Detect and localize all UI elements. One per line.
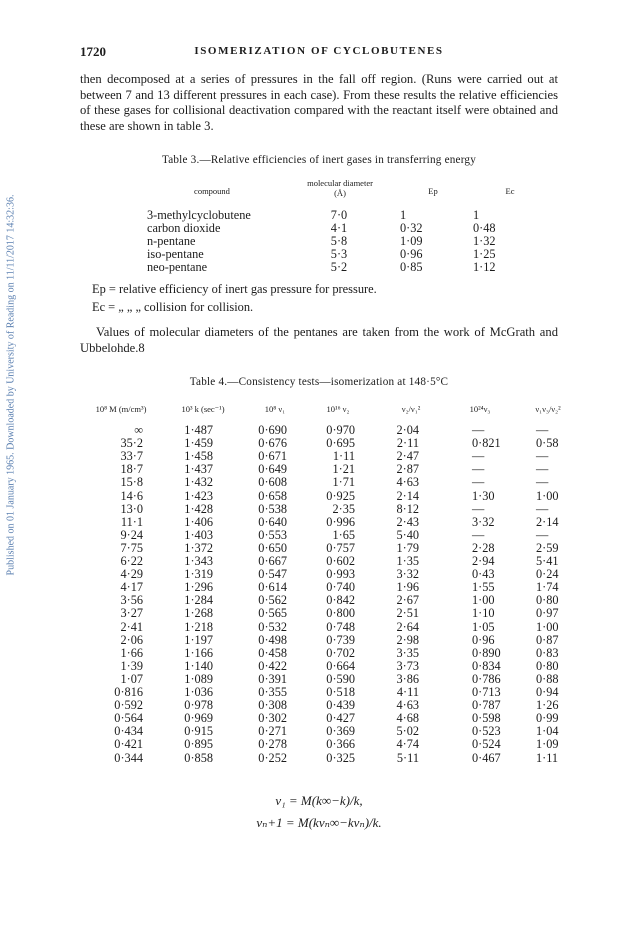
table4-cell: 0·748	[326, 619, 355, 634]
table4-cell: 1·26	[536, 698, 559, 713]
equation-2: νₙ+1 = M(kνₙ∞−kνₙ)/k.	[256, 815, 382, 830]
table4-cell: 1·296	[184, 580, 213, 595]
table4-cell: 1·04	[536, 724, 559, 739]
table4-cell: 0·498	[258, 632, 287, 647]
table4-cell: 2·47	[396, 449, 419, 464]
table4-cell: —	[472, 527, 485, 542]
table4-cell: 1·09	[536, 737, 559, 752]
table4-cell: 1·74	[536, 580, 559, 595]
table4-cell: 0·538	[258, 501, 287, 516]
table4-cell: 3·32	[472, 514, 495, 529]
table4-cell: 1·71	[332, 475, 355, 490]
table4-cell: 8·12	[396, 501, 419, 516]
table4-cell: 1·437	[184, 462, 213, 477]
table4-cell: 1·406	[184, 514, 213, 529]
table4-cell: 0·58	[536, 436, 559, 451]
table4-cell: 0·252	[258, 750, 287, 765]
table4-cell: 1·00	[536, 488, 559, 503]
table4-cell: ∞	[134, 423, 143, 437]
table4-cell: 1·487	[184, 423, 213, 437]
table3-cell: 5·3	[330, 247, 348, 261]
table4-cell: 0·87	[536, 632, 559, 647]
table4-cell: 0·97	[536, 606, 559, 621]
table4-cell: 0·434	[114, 724, 143, 739]
table4-cell: —	[536, 462, 549, 477]
download-notice	[0, 150, 22, 620]
table4-cell: 0·702	[326, 645, 355, 660]
table4-cell: 1·268	[184, 606, 213, 621]
table4-header: 10²⁴ν₃	[469, 404, 491, 414]
table4-cell: 1·343	[184, 554, 213, 568]
table4-cell: 0·427	[326, 711, 355, 726]
table4-cell: 1·11	[536, 750, 559, 765]
reference-paragraph: Values of molecular diameters of the pentanes are taken from the work of McGrath and Ubbelohde.8	[80, 325, 558, 355]
table4-cell: 0·695	[326, 436, 355, 451]
table4-cell: 0·667	[258, 554, 287, 568]
table4-cell: 2·87	[396, 462, 419, 477]
table4-cell: 0·608	[258, 475, 287, 490]
table4-cell: 1·11	[332, 449, 355, 464]
table4-cell: 0·458	[258, 645, 287, 660]
table4-cell: 2·04	[396, 423, 419, 437]
table4-cell: 2·94	[472, 554, 495, 568]
table4-cell: 2·59	[536, 540, 559, 555]
table4-cell: 0·993	[326, 567, 355, 582]
table4-cell: 2·14	[536, 514, 559, 529]
table4-header: 10⁸ M (m/cm³)	[95, 404, 147, 414]
table4-cell: 1·284	[184, 593, 213, 608]
table4-cell: 0·369	[326, 724, 355, 739]
table3-cell: neo-pentane	[147, 260, 208, 274]
table4-cell: 1·66	[120, 645, 143, 660]
table4-cell: 3·27	[120, 606, 143, 621]
table3-header: Ep	[428, 186, 438, 196]
table3-cell: 0·48	[473, 221, 496, 235]
table4-cell: —	[472, 501, 485, 516]
table4-cell: 0·524	[472, 737, 501, 752]
page-number: 1720	[80, 44, 106, 59]
table3-cell: 0·96	[400, 247, 423, 261]
table4-cell: 1·166	[184, 645, 213, 660]
table4-cell: 0·842	[326, 593, 355, 608]
table4-cell: 3·32	[396, 567, 419, 582]
table4-cell: 0·553	[258, 527, 287, 542]
table4-cell: 0·80	[536, 593, 559, 608]
table3-cell: 3-methylcyclobutene	[147, 208, 251, 222]
table3-header: compound	[194, 186, 230, 196]
table4-cell: —	[472, 462, 485, 477]
table3-cell: 0·32	[400, 221, 423, 235]
table4-cell: 0·344	[114, 750, 143, 765]
table4-cell: 0·421	[114, 737, 143, 752]
table4-cell: 15·8	[120, 475, 143, 490]
table4-cell: 1·459	[184, 436, 213, 451]
table4-cell: 0·757	[326, 540, 355, 555]
table4-cell: 2·28	[472, 540, 495, 555]
table4-cell: 1·96	[396, 580, 419, 595]
table4-cell: 1·218	[184, 619, 213, 634]
table4-cell: 0·834	[472, 658, 501, 673]
table4-cell: 2·41	[120, 619, 143, 634]
table4-cell: 1·07	[120, 671, 143, 686]
table4-header: ν₂/ν₁²	[401, 404, 421, 414]
table4-cell: 0·690	[258, 423, 287, 437]
table4-cell: 0·366	[326, 737, 355, 752]
table4-cell: 0·915	[184, 724, 213, 739]
table4-cell: 0·439	[326, 698, 355, 713]
table4-cell: 0·547	[258, 567, 287, 582]
table4-cell: 1·00	[536, 619, 559, 634]
table4-cell: 33·7	[120, 449, 143, 464]
table3-header: molecular diameter (Å)	[307, 178, 373, 198]
table4-cell: 5·11	[396, 750, 419, 765]
table4-cell: 3·86	[396, 671, 419, 686]
table4-cell: 1·458	[184, 449, 213, 464]
table4-cell: 3·73	[396, 658, 419, 673]
table3-cell: carbon dioxide	[147, 221, 221, 235]
table4-cell: 2·35	[332, 501, 355, 516]
table4-cell: 0·671	[258, 449, 287, 464]
table3-cell: 7·0	[330, 208, 348, 222]
table4-cell: 0·564	[114, 711, 143, 726]
table4-header: ν₁ν₃/ν₂²	[535, 404, 561, 414]
table4-cell: 0·640	[258, 514, 287, 529]
table4-cell: 0·278	[258, 737, 287, 752]
table4-cell: 4·63	[396, 475, 419, 490]
equation-1: ν₁ = M(k∞−k)/k,	[275, 793, 363, 808]
table4-cell: 0·325	[326, 750, 355, 765]
table4-cell: 0·355	[258, 685, 287, 699]
table4-cell: 0·83	[536, 645, 559, 660]
table3-cell: 1·12	[473, 260, 496, 274]
table4-cell: 1·39	[120, 658, 143, 673]
table4-cell: 2·98	[396, 632, 419, 647]
table4-cell: 0·96	[472, 632, 495, 647]
table4-cell: 1·372	[184, 540, 213, 555]
table3-cell: n-pentane	[147, 234, 196, 248]
table4-cell: 0·816	[114, 685, 143, 699]
table4-cell: 2·06	[120, 632, 143, 647]
table3-note-ep: Ep = relative efficiency of inert gas pressure for pressure.	[92, 282, 377, 296]
table4-cell: 0·302	[258, 711, 287, 726]
table4-cell: 0·308	[258, 698, 287, 713]
table3-cell: 0·85	[400, 260, 423, 274]
running-title: ISOMERIZATION OF CYCLOBUTENES	[194, 45, 444, 57]
table4-cell: 2·43	[396, 514, 419, 529]
table4-cell: 2·11	[396, 436, 419, 451]
table4-cell: 0·658	[258, 488, 287, 503]
table4-cell: 3·56	[120, 593, 143, 608]
table4-cell: 1·319	[184, 567, 213, 582]
table4-cell: 2·64	[396, 619, 419, 634]
table4-cell: 0·598	[472, 711, 501, 726]
table4-cell: 1·432	[184, 475, 213, 490]
table4-cell: —	[472, 475, 485, 490]
table4-cell: 5·40	[396, 527, 419, 542]
table3-cell: 5·2	[330, 260, 348, 274]
table4-cell: 9·24	[120, 527, 143, 542]
table4-cell: 0·523	[472, 724, 501, 739]
table4-cell: 0·800	[326, 606, 355, 621]
table3-caption: Table 3.—Relative efficiencies of inert gases in transferring energy	[161, 154, 477, 166]
table4-cell: 0·890	[472, 645, 501, 660]
table4-cell: 0·532	[258, 619, 287, 634]
table4-cell: 0·650	[258, 540, 287, 555]
table4-cell: 14·6	[120, 488, 143, 503]
table3-note-ec: Ec = „ „ „ collision for collision.	[92, 300, 254, 314]
table4-cell: 0·858	[184, 750, 213, 765]
table4-cell: 1·00	[472, 593, 495, 608]
table4-cell: 1·10	[472, 606, 495, 621]
table4-cell: —	[536, 449, 549, 464]
table4-cell: 0·80	[536, 658, 559, 673]
table3-cell: 1·25	[473, 247, 496, 261]
table3-header: Ec	[505, 186, 515, 196]
table4-cell: 4·68	[396, 711, 419, 726]
table4-cell: 4·29	[120, 567, 143, 582]
table3-cell: iso-pentane	[147, 247, 204, 261]
table4-cell: 1·089	[184, 671, 213, 686]
table4-cell: 0·391	[258, 671, 287, 686]
table4-cell: 1·65	[332, 527, 355, 542]
table3-cell: 1·32	[473, 234, 496, 248]
table4-cell: —	[472, 449, 485, 464]
table3-cell: 1	[473, 208, 480, 222]
table4-cell: 1·30	[472, 488, 495, 503]
table4-cell: 0·592	[114, 698, 143, 713]
table4-cell: 1·35	[396, 554, 419, 568]
table4-cell: 0·88	[536, 671, 559, 686]
table4-cell: 5·41	[536, 554, 559, 568]
table4-cell: 18·7	[120, 462, 143, 477]
table4-cell: 1·036	[184, 685, 213, 699]
table4-cell: 0·590	[326, 671, 355, 686]
table4-cell: 4·17	[120, 580, 143, 595]
table4-cell: 1·428	[184, 501, 213, 516]
table4-cell: 0·422	[258, 658, 287, 673]
table4-cell: 1·403	[184, 527, 213, 542]
table4-cell: 5·02	[396, 724, 419, 739]
table4-header: 10¹⁶ ν₂	[326, 404, 350, 414]
table4-cell: 0·713	[472, 685, 501, 699]
table4-cell: 0·24	[536, 567, 559, 582]
table4-cell: 0·565	[258, 606, 287, 621]
table4-header: 10³ k (sec⁻¹)	[181, 404, 225, 414]
table4-cell: 1·423	[184, 488, 213, 503]
table4-cell: 0·970	[326, 423, 355, 437]
table4-cell: 0·786	[472, 671, 501, 686]
table3-cell: 1	[400, 208, 407, 222]
table4-cell: 0·43	[472, 567, 495, 582]
table4-cell: 1·197	[184, 632, 213, 647]
table4-cell: 13·0	[120, 501, 143, 516]
table4-cell: 2·51	[396, 606, 419, 621]
table4-cell: —	[472, 423, 485, 437]
table4-cell: 0·739	[326, 632, 355, 647]
page-header	[80, 44, 558, 60]
table4-header: 10⁸ ν₁	[264, 404, 286, 414]
table4-cell: 3·35	[396, 645, 419, 660]
table4-cell: 0·925	[326, 488, 355, 503]
table4-cell: 1·55	[472, 580, 495, 595]
table4-cell: 0·664	[326, 658, 355, 673]
table4-cell: 0·94	[536, 685, 559, 699]
table4-cell: 0·614	[258, 580, 287, 595]
intro-paragraph: then decomposed at a series of pressures in the fall off region. (Runs were carried out at between 7 and 13 different pressures in each case). From these results the relative efficiencies of these gases for collisional deactivation compared with the reactant itself were obtained and these are shown in table 3.	[80, 72, 558, 133]
table3-cell: 4·1	[330, 221, 348, 235]
table4-cell: —	[536, 475, 549, 490]
table4-cell: 0·562	[258, 593, 287, 608]
table4-cell: 7·75	[120, 540, 143, 555]
table4-cell: 6·22	[120, 554, 143, 568]
table4-cell: 0·978	[184, 698, 213, 713]
table4-cell: 0·787	[472, 698, 501, 713]
table4-cell: —	[536, 501, 549, 516]
table4-cell: 0·969	[184, 711, 213, 726]
table4-cell: 0·676	[258, 436, 287, 451]
table3-cell: 5·8	[330, 234, 348, 248]
download-notice-text: Published on 01 January 1965. Downloaded by University of Reading on 11/11/2017 14:32:36.	[5, 194, 17, 576]
table4-cell: —	[536, 527, 549, 542]
table4-cell: 0·518	[326, 685, 355, 699]
table4-cell: 1·79	[396, 540, 419, 555]
table4-cell: 0·649	[258, 462, 287, 477]
table4-cell: 0·821	[472, 436, 501, 451]
table4-cell: 2·14	[396, 488, 419, 503]
table4-cell: 4·11	[396, 685, 419, 699]
table4-cell: —	[536, 423, 549, 437]
table4-cell: 4·74	[396, 737, 419, 752]
table4-cell: 0·996	[326, 514, 355, 529]
table4-caption: Table 4.—Consistency tests—isomerization at 148·5°C	[189, 376, 449, 388]
table4-cell: 0·271	[258, 724, 287, 739]
table4-cell: 1·140	[184, 658, 213, 673]
table4-cell: 0·740	[326, 580, 355, 595]
table4-cell: 11·1	[120, 514, 143, 529]
table4-cell: 4·63	[396, 698, 419, 713]
table4-cell: 2·67	[396, 593, 419, 608]
table3-cell: 1·09	[400, 234, 423, 248]
table4-cell: 1·05	[472, 619, 495, 634]
table4-cell: 0·99	[536, 711, 559, 726]
table4-cell: 0·602	[326, 554, 355, 568]
table4-cell: 0·895	[184, 737, 213, 752]
table4-cell: 35·2	[120, 436, 143, 451]
table4-cell: 0·467	[472, 750, 501, 765]
table4-cell: 1·21	[332, 462, 355, 477]
